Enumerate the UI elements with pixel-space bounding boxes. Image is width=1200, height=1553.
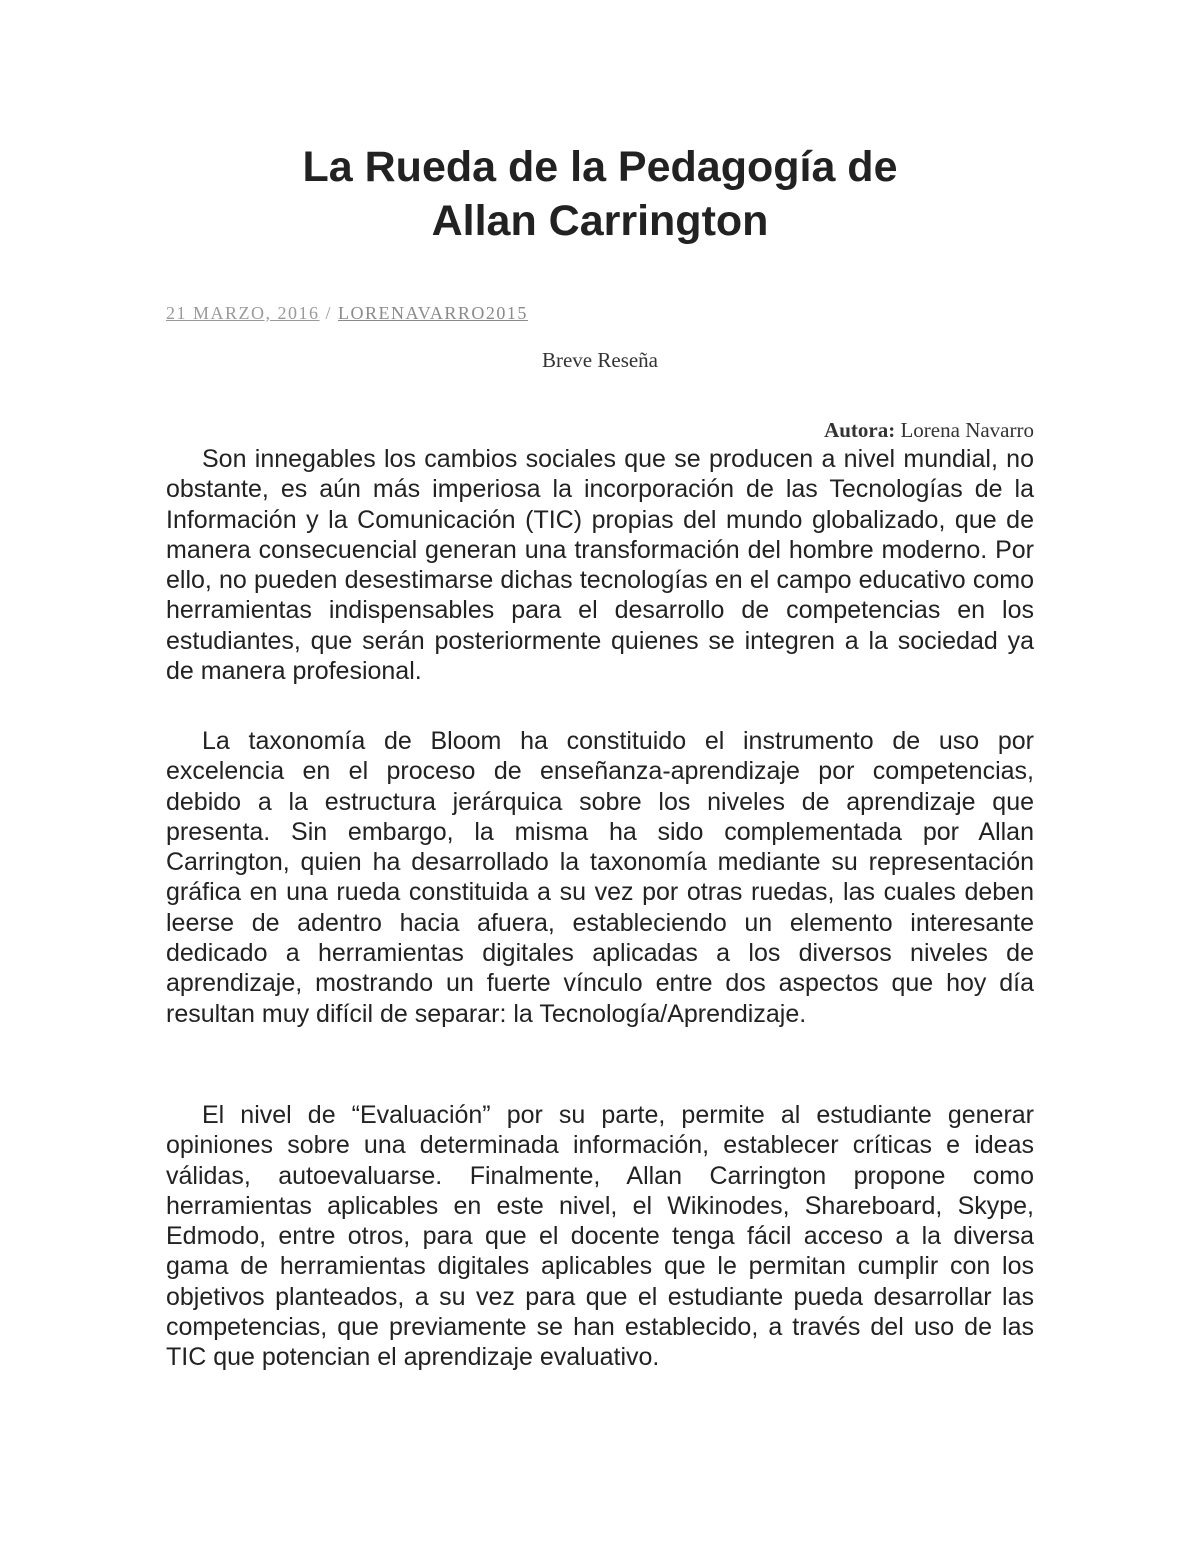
byline [166, 416, 1034, 444]
paragraph-3: El nivel de “Evaluación” por su parte, permite al estudiante generar opiniones sobre una determinada información, establecer críticas e ideas válidas, autoevaluarse. Finalmente, Allan Carrington propone como herramientas aplicables en este nivel, el Wikinodes, Shareboard, Skype, Edmodo, entre otros, para que el docente tenga fácil acceso a la diversa gama de herramientas digitales aplicables que le permitan cumplir con los objetivos planteados, a su vez para que el estudiante pueda desarrollar las competencias, que previamente se han establecido, a través del uso de las TIC que potencian el aprendizaje evaluativo. [166, 1101, 1034, 1372]
post-date-link[interactable]: 21 MARZO, 2016 [166, 303, 320, 323]
page-title [200, 140, 1000, 248]
title-line-2: Allan Carrington [431, 197, 769, 245]
post-author-link[interactable]: LORENAVARRO2015 [338, 303, 528, 323]
paragraph-2: La taxonomía de Bloom ha constituido el instrumento de uso por excelencia en el proceso de enseñanza-aprendizaje por competencias, debido a la estructura jerárquica sobre los niveles de aprendizaje que presenta. Sin embargo, la misma ha sido complementada por Allan Carrington, quien ha desarrollado la taxonomía mediante su representación gráfica en una rueda constituida a su vez por otras ruedas, las cuales deben leerse de adentro hacia afuera, estableciendo un elemento interesante dedicado a herramientas digitales aplicadas a los diversos niveles de aprendizaje, mostrando un fuerte vínculo entre dos aspectos que hoy día resultan muy difícil de separar: la Tecnología/Aprendizaje. [166, 727, 1034, 1028]
subtitle: Breve Reseña [541, 348, 659, 372]
byline-name: Lorena Navarro [900, 418, 1034, 442]
byline-label: Autora: [824, 418, 896, 442]
meta-separator: / [325, 303, 333, 323]
paragraph-1: Son innegables los cambios sociales que se producen a nivel mundial, no obstante, es aún más imperiosa la incorporación de las Tecnologías de la Información y la Comunicación (TIC) propias del mundo globalizado, que de manera consecuencial generan una transformación del hombre moderno. Por ello, no pueden desestimarse dichas tecnologías en el campo educativo como herramientas indispensables para el desarrollo de competencias en los estudiantes, que serán posteriormente quienes se integren a la sociedad ya de manera profesional. [166, 445, 1034, 686]
title-line-1: La Rueda de la Pedagogía de [302, 143, 898, 191]
post-meta [166, 301, 528, 325]
